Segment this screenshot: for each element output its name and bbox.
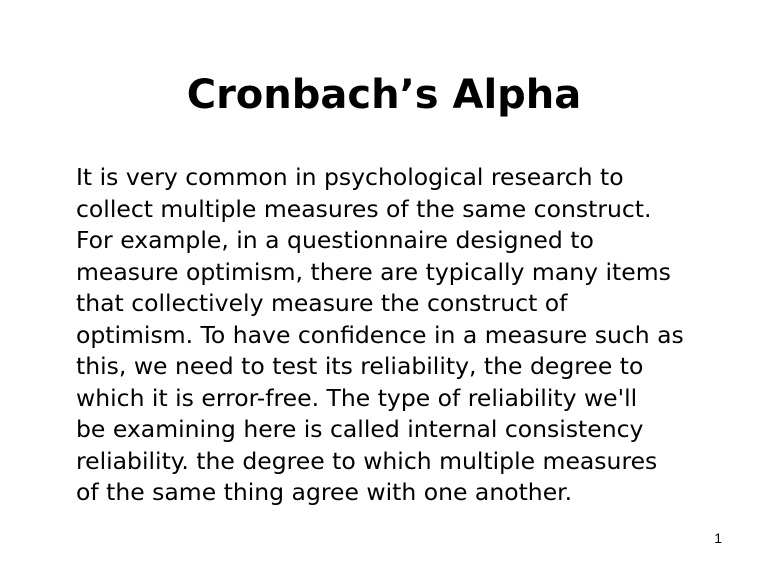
body-line: be examining here is called internal consistency — [76, 415, 644, 443]
slide-body — [76, 162, 716, 509]
body-line: collect multiple measures of the same construct. — [76, 194, 652, 223]
page-number: 1 — [714, 530, 722, 546]
body-line: this, we need to test its reliability, the degree to — [76, 352, 644, 380]
body-line: optimism. To have confidence in a measure such as — [76, 320, 684, 349]
body-line: that collectively measure the construct of — [76, 289, 568, 317]
body-line: which it is error-free. The type of reliability we'll — [76, 383, 638, 412]
slide-title: Cronbach’s Alpha — [186, 72, 582, 118]
body-line: It is very common in psychological research to — [76, 163, 624, 191]
body-line: For example, in a questionnaire designed to — [76, 226, 594, 254]
body-line: reliability. the degree to which multiple measures — [76, 446, 658, 475]
body-line: of the same thing agree with one another. — [76, 478, 573, 506]
body-line: measure optimism, there are typically many items — [76, 257, 671, 286]
